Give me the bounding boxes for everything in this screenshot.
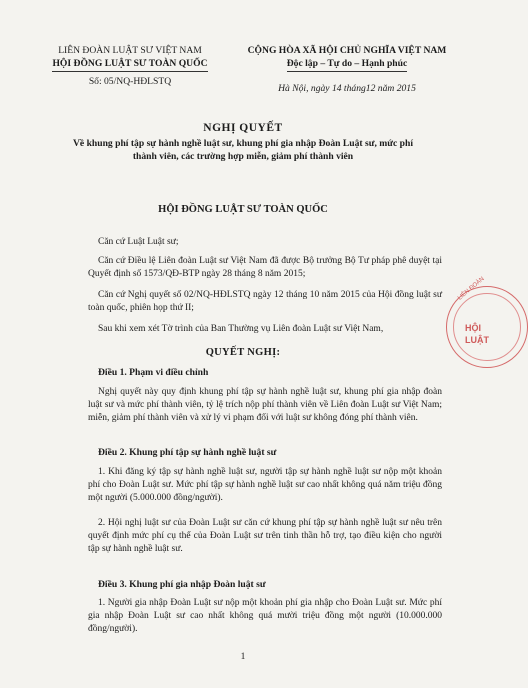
motto-line [232, 57, 462, 72]
seal-text-line-2: LUẬT [465, 335, 489, 345]
document-title: NGHỊ QUYẾT [203, 122, 283, 134]
national-motto-block [232, 44, 462, 72]
official-seal [446, 276, 528, 368]
preamble-3: Căn cứ Nghị quyết số 02/NQ-HĐLSTQ ngày 12 tháng 10 năm 2015 của Hội đồng luật sư toàn quốc, phiên họp thứ II; [88, 290, 442, 313]
article-3-paragraph-1: 1. Người gia nhập Đoàn Luật sư nộp một khoản phí gia nhập cho Đoàn Luật sư. Mức phí gia nhập Đoàn Luật sư cao nhất không quá mười triệu đồng một người (10.000.000 đồng/người). [88, 598, 442, 634]
issuer-block [30, 44, 230, 88]
seal-text-line-1: HỘI [465, 323, 482, 333]
seal-inner-ring [453, 293, 521, 361]
article-2-paragraph-2: 2. Hội nghị luật sư của Đoàn Luật sư căn cứ khung phí tập sự hành nghề luật sư nêu trên quyết định mức phí cụ thể của Đoàn Luật sư trên tinh thần hỗ trợ, tạo điều kiện cho người tập sự hành nghề luật sư. [88, 518, 442, 554]
resolve-heading: QUYẾT NGHỊ: [205, 347, 281, 358]
article-2-heading: Điều 2. Khung phí tập sự hành nghề luật sư [98, 447, 277, 458]
article-3-heading: Điều 3. Khung phí gia nhập Đoàn luật sư [98, 579, 266, 590]
article-1-heading: Điều 1. Phạm vi điều chỉnh [98, 367, 209, 378]
issuer-federation: LIÊN ĐOÀN LUẬT SƯ VIỆT NAM [58, 45, 202, 56]
council-heading: HỘI ĐỒNG LUẬT SƯ TOÀN QUỐC [158, 204, 328, 215]
preamble-2: Căn cứ Điều lệ Liên đoàn Luật sư Việt Nam đã được Bộ trưởng Bộ Tư pháp phê duyệt tại Quyết định số 1573/QĐ-BTP ngày 28 tháng 8 năm 2015; [88, 256, 442, 279]
issuer-council-text: HỘI ĐỒNG LUẬT SƯ TOÀN QUỐC [52, 57, 207, 72]
motto-text: Độc lập – Tự do – Hạnh phúc [287, 57, 407, 72]
country-name: CỘNG HÒA XÃ HỘI CHỦ NGHĨA VIỆT NAM [247, 45, 447, 56]
article-2-paragraph-1: 1. Khi đăng ký tập sự hành nghề luật sư, người tập sự hành nghề luật sư nộp một khoản phí cho Đoàn Luật sư. Mức phí tập sự hành nghề luật sư cao nhất không quá năm triệu đồng một người (5.000.000 đồng/người). [88, 467, 442, 503]
seal-arc-text: LIÊN ĐOÀN [457, 276, 486, 302]
document-reference: Số: 05/NQ-HĐLSTQ [88, 76, 172, 87]
article-1-paragraph: Nghị quyết này quy định khung phí tập sự hành nghề luật sư, khung phí gia nhập đoàn luật sư và mức phí thành viên, tỷ lệ trích nộp phí thành viên về Liên đoàn Luật sư Việt Nam; miễn, giảm phí thành viên và xử lý vi phạm đối với luật sư không đóng phí thành viên. [88, 387, 442, 423]
document-subtitle: Về khung phí tập sự hành nghề luật sư, khung phí gia nhập Đoàn Luật sư, mức phí thành viên, các trường hợp miễn, giảm phí thành viên [72, 138, 414, 162]
page-number: 1 [240, 652, 246, 662]
issue-date: Hà Nội, ngày 14 tháng12 năm 2015 [278, 83, 416, 94]
preamble-4: Sau khi xem xét Tờ trình của Ban Thường vụ Liên đoàn Luật sư Việt Nam, [98, 324, 384, 334]
preamble-1: Căn cứ Luật Luật sư; [98, 237, 179, 247]
issuer-council [30, 57, 230, 72]
